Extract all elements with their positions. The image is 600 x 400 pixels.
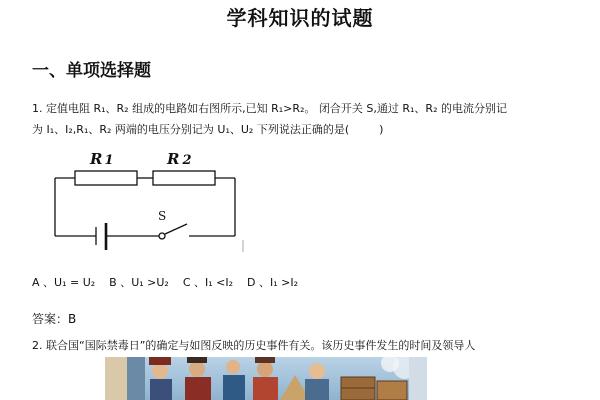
- question-2-text: 2. 联合国“国际禁毒日”的确定与如图反映的历史事件有关。该历史事件发生的时间及领导人: [32, 339, 476, 352]
- resistor-r1: [75, 171, 137, 185]
- switch-pivot: [159, 233, 165, 239]
- switch-label: S: [158, 209, 167, 223]
- historical-painting: [105, 357, 427, 400]
- option-d: D 、I₁ >I₂: [247, 276, 299, 289]
- switch-lever: [165, 224, 187, 234]
- section-heading: 一、单项选择题: [32, 61, 151, 81]
- option-b: B 、U₁ >U₂: [109, 276, 169, 289]
- answer-text: 答案：B: [32, 312, 77, 326]
- option-a: A 、U₁ = U₂: [32, 276, 96, 289]
- circuit-diagram: [40, 144, 250, 254]
- question-1-line-1: 1. 定值电阻 R₁、R₂ 组成的电路如右图所示,已知 R₁>R₂。 闭合开关 S,通过 R₁、R₂ 的电流分别记: [32, 102, 507, 115]
- options-row: [32, 274, 298, 290]
- r2-label: R 2: [167, 150, 192, 168]
- page-title: 学科知识的试题: [226, 6, 374, 30]
- question-1-line-2-start: 为 I₁、I₂,R₁、R₂ 两端的电压分别记为 U₁、U₂ 下列说法正确的是(: [32, 123, 350, 136]
- resistor-r2: [153, 171, 215, 185]
- question-1-text: [32, 98, 592, 140]
- question-1-line-2: [32, 119, 592, 140]
- question-1-line-2-end: ): [379, 123, 384, 136]
- option-c: C 、I₁ <I₂: [182, 276, 234, 289]
- r1-label: R 1: [90, 150, 114, 168]
